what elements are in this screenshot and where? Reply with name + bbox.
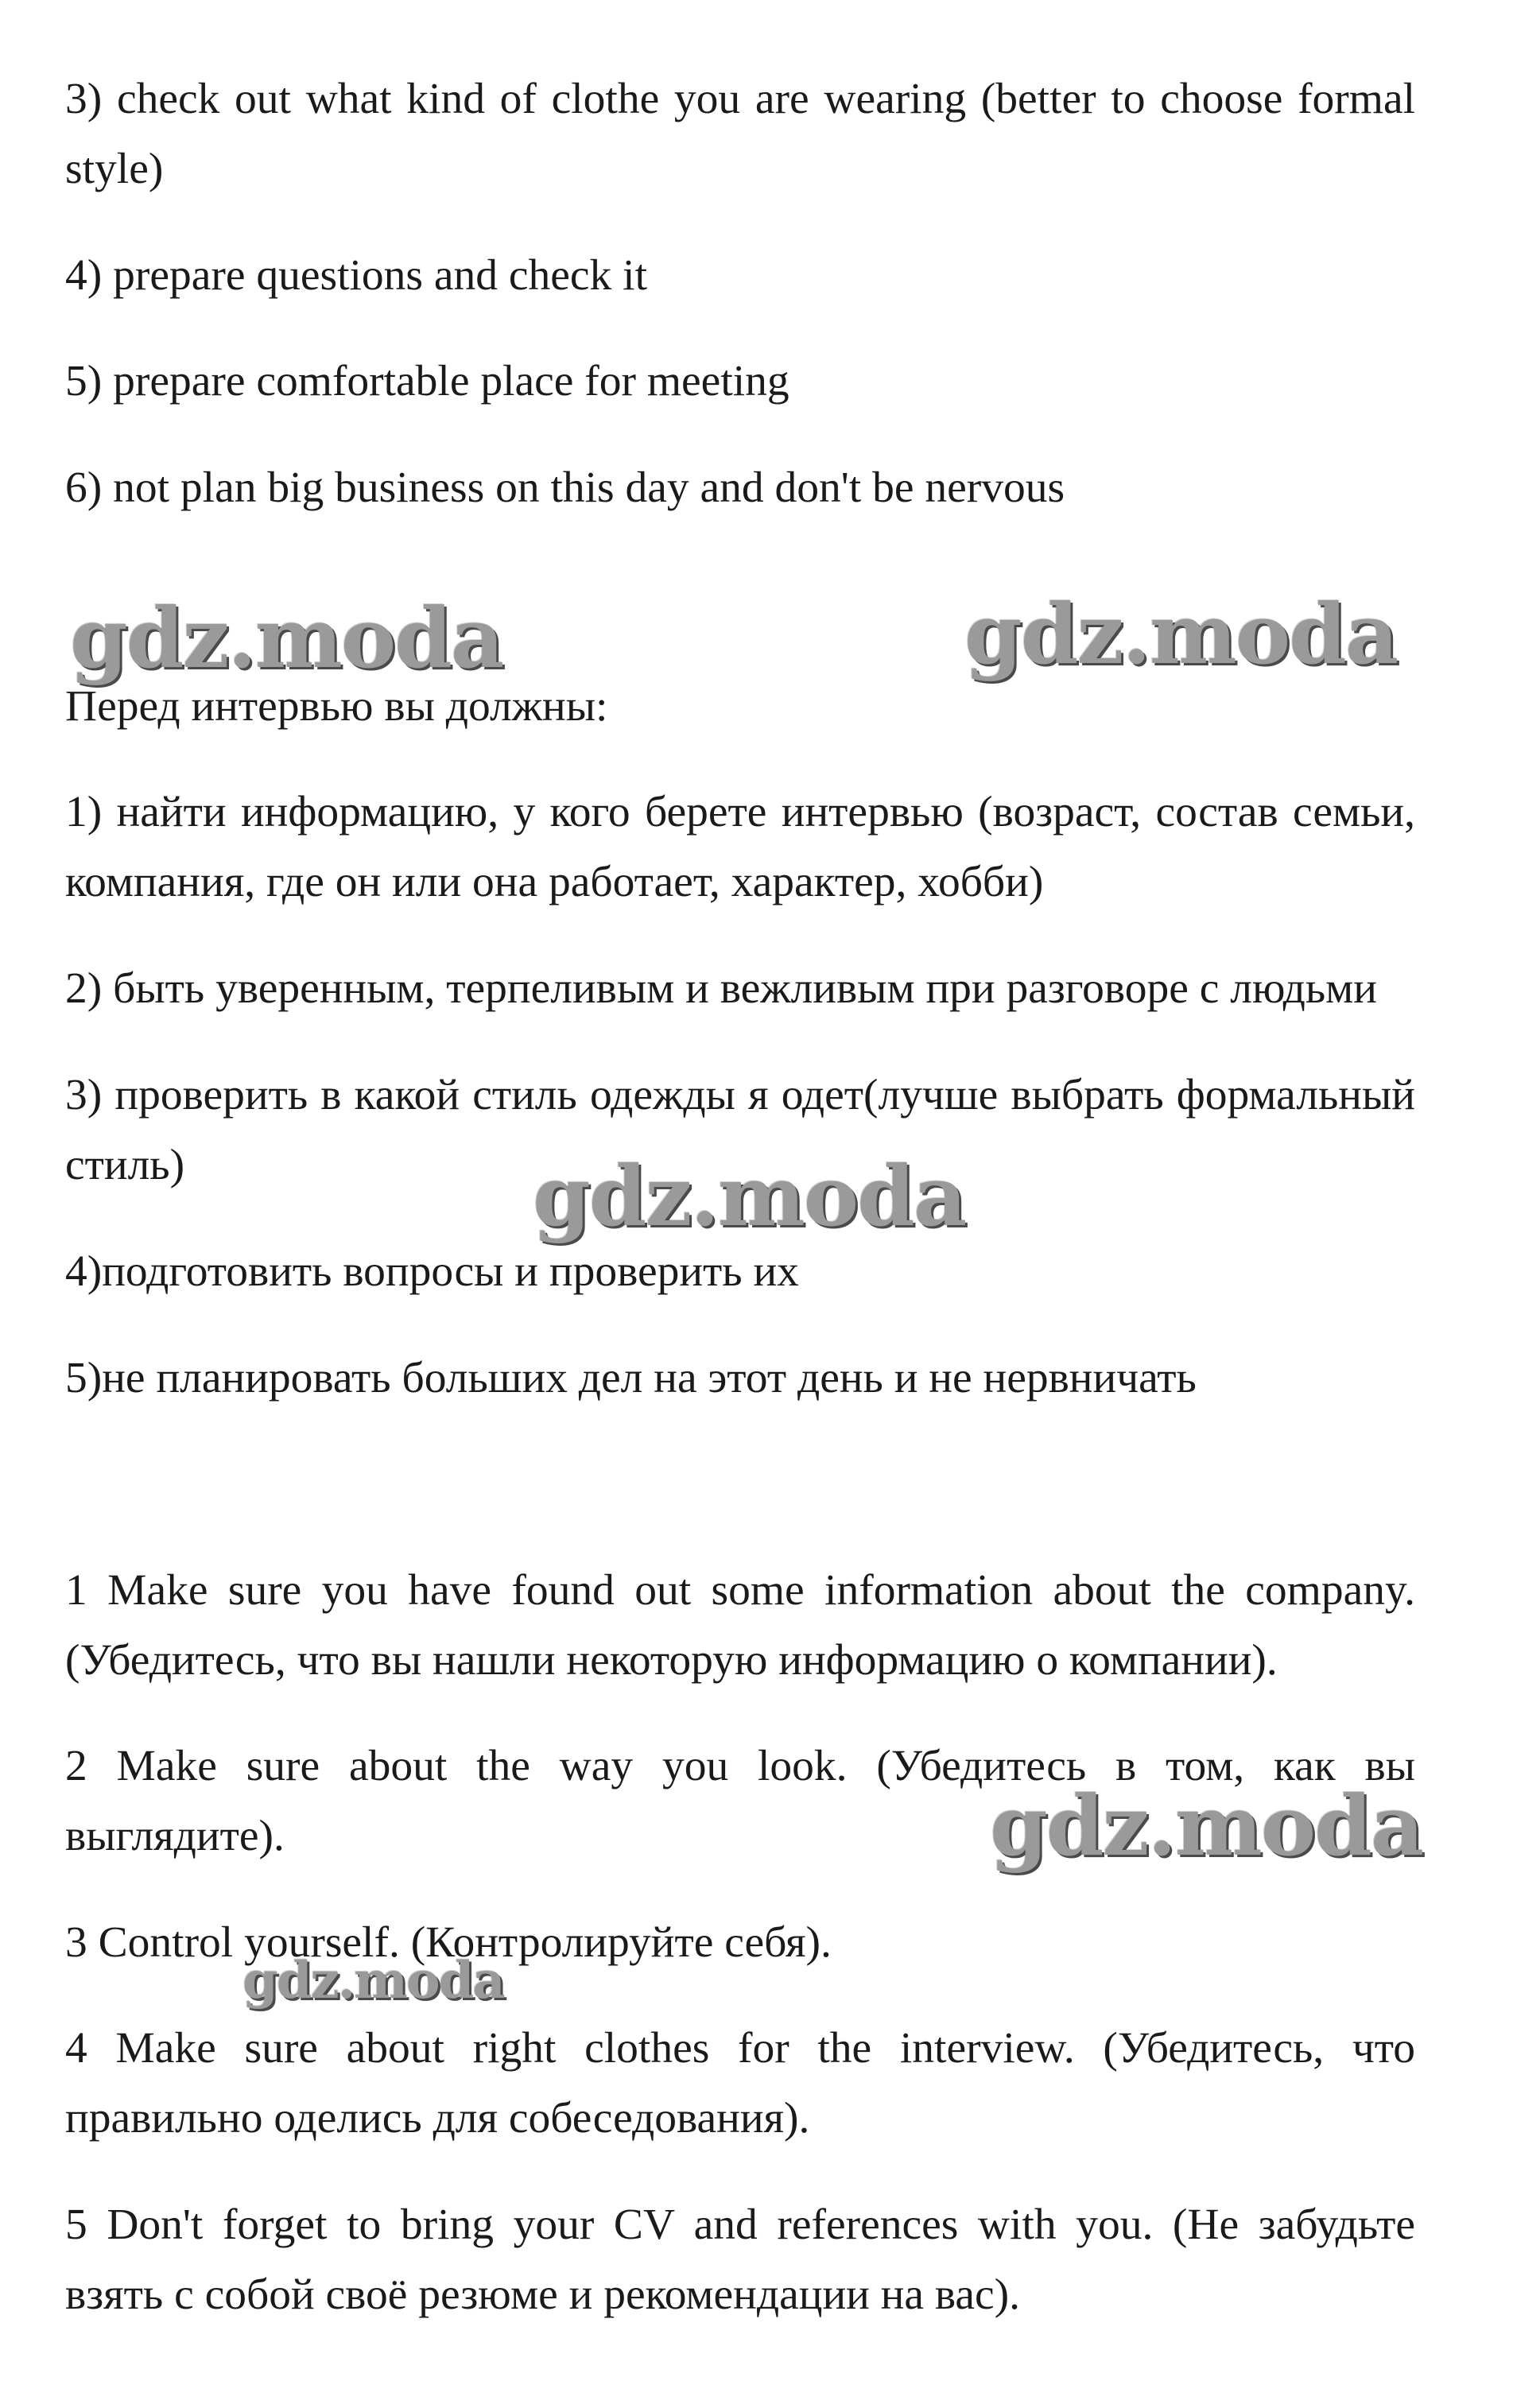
russian-item-4: 4)подготовить вопросы и проверить их	[65, 1247, 799, 1296]
watermark-logo: gdz.moda	[242, 1951, 504, 2011]
russian-item-3: 3) проверить в какой стиль одежды я одет(лучше выбрать формальный стиль)	[65, 1071, 1415, 1189]
russian-heading: Перед интервью вы должны:	[65, 682, 608, 731]
english-item-4: 4) prepare questions and check it	[65, 251, 648, 300]
watermark-logo: gdz.moda	[964, 585, 1398, 683]
watermark-logo: gdz.moda	[533, 1147, 966, 1245]
russian-item-1: 1) найти информацию, у кого берете интервью (возраст, состав семьи, компания, где он или она работает, характер, хобби)	[65, 788, 1415, 906]
russian-item-5: 5)не планировать больших дел на этот день и не нервничать	[65, 1354, 1197, 1402]
russian-item-2: 2) быть уверенным, терпеливым и вежливым при разговоре с людьми	[65, 964, 1377, 1013]
english-item-5: 5) prepare comfortable place for meeting	[65, 357, 789, 405]
english-item-3: 3) check out what kind of clothe you are wearing (better to choose formal style)	[65, 75, 1415, 193]
tip-item-1: 1 Make sure you have found out some information about the company. (Убедитесь, что вы нашли некоторую информацию о компании).	[65, 1566, 1415, 1685]
tip-item-4: 4 Make sure about right clothes for the interview. (Убедитесь, что правильно оделись для собеседования).	[65, 2024, 1415, 2142]
tip-item-5: 5 Don't forget to bring your CV and references with you. (Не забудьте взять с собой своё резюме и рекомендации на вас).	[65, 2201, 1415, 2319]
tip-item-2: 2 Make sure about the way you look. (Убедитесь в том, как вы выглядите).	[65, 1742, 1415, 1860]
english-item-6: 6) not plan big business on this day and don't be nervous	[65, 463, 1065, 512]
watermark-logo: gdz.moda	[70, 589, 503, 687]
watermark-logo: gdz.moda	[990, 1777, 1423, 1875]
tip-item-3: 3 Control yourself. (Контролируйте себя).	[65, 1918, 832, 1967]
